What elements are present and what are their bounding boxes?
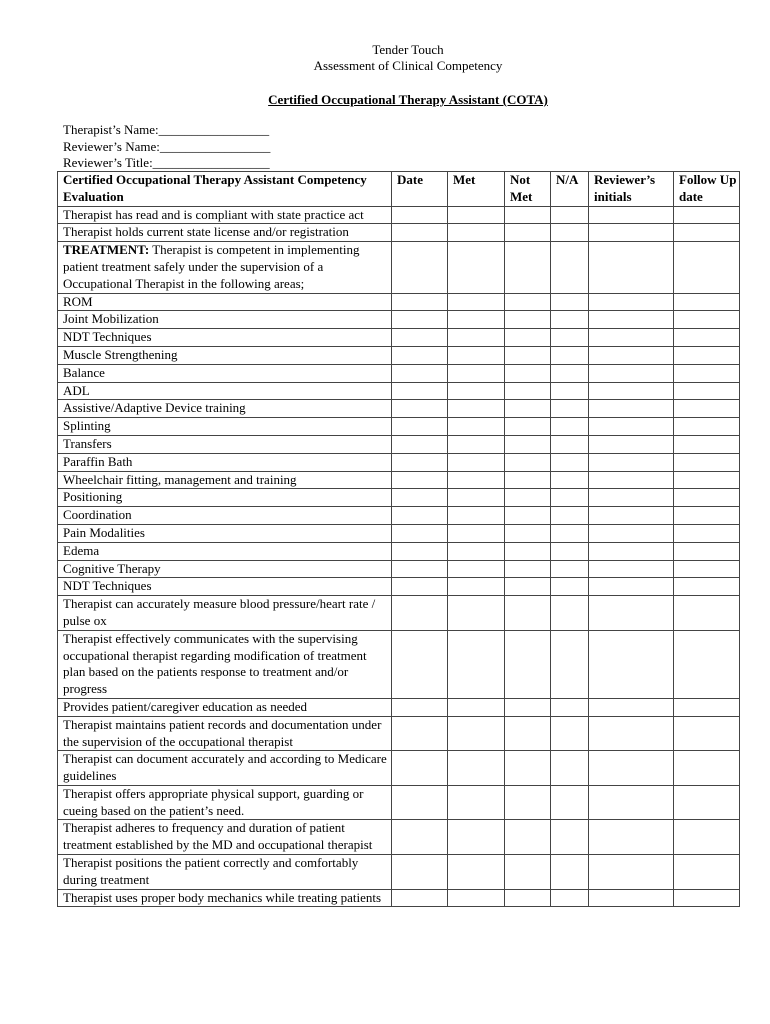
competency-text: Transfers [63, 435, 112, 451]
competency-text: Therapist can document accurately and according to Medicare guidelines [63, 751, 387, 784]
not-met-cell[interactable] [505, 311, 551, 329]
competency-text: Therapist offers appropriate physical support, guarding or cueing based on the patient’s need. [63, 785, 364, 818]
table-row [58, 346, 740, 364]
follow-up-date-cell[interactable] [674, 507, 740, 525]
column-header-reviewer-initials: Reviewer’s initials [589, 172, 674, 207]
date-cell[interactable] [392, 293, 448, 311]
date-cell[interactable] [392, 471, 448, 489]
competency-label [58, 364, 392, 382]
met-cell[interactable] [448, 820, 505, 855]
date-cell[interactable] [392, 889, 448, 907]
follow-up-date-cell[interactable] [674, 630, 740, 698]
competency-text: Balance [63, 364, 105, 380]
met-cell[interactable] [448, 435, 505, 453]
date-cell[interactable] [392, 329, 448, 347]
column-header-met: Met [448, 172, 505, 207]
date-cell[interactable] [392, 596, 448, 631]
na-cell[interactable] [551, 751, 589, 786]
follow-up-date-cell[interactable] [674, 453, 740, 471]
reviewer-title-field[interactable]: Reviewer’s Title:__________________ [63, 155, 270, 170]
reviewer-initials-cell[interactable] [589, 698, 674, 716]
date-cell[interactable] [392, 206, 448, 224]
reviewer-initials-cell[interactable] [589, 311, 674, 329]
competency-text: Therapist has read and is compliant with state practice act [63, 206, 364, 222]
met-cell[interactable] [448, 418, 505, 436]
not-met-cell[interactable] [505, 855, 551, 890]
met-cell[interactable] [448, 453, 505, 471]
date-cell[interactable] [392, 578, 448, 596]
na-cell[interactable] [551, 630, 589, 698]
competency-text: Joint Mobilization [63, 311, 159, 327]
reviewer-initials-cell[interactable] [589, 578, 674, 596]
not-met-cell[interactable] [505, 785, 551, 820]
not-met-cell[interactable] [505, 453, 551, 471]
na-cell[interactable] [551, 471, 589, 489]
competency-text: Muscle Strengthening [63, 346, 178, 362]
not-met-cell[interactable] [505, 716, 551, 751]
competency-label [58, 311, 392, 329]
na-cell[interactable] [551, 489, 589, 507]
met-cell[interactable] [448, 224, 505, 242]
competency-text: Splinting [63, 418, 111, 434]
competency-text: Assistive/Adaptive Device training [63, 400, 246, 416]
table-row [58, 507, 740, 525]
reviewer-initials-cell[interactable] [589, 329, 674, 347]
competency-text: Provides patient/caregiver education as needed [63, 698, 308, 714]
not-met-cell[interactable] [505, 820, 551, 855]
not-met-cell[interactable] [505, 364, 551, 382]
follow-up-date-cell[interactable] [674, 596, 740, 631]
competency-text: Positioning [63, 489, 123, 505]
competency-text: Therapist positions the patient correctly and comfortably during treatment [63, 855, 359, 887]
follow-up-date-cell[interactable] [674, 206, 740, 224]
competency-label [58, 524, 392, 542]
follow-up-date-cell[interactable] [674, 524, 740, 542]
table-row [58, 293, 740, 311]
table-row [58, 785, 740, 820]
follow-up-date-cell[interactable] [674, 418, 740, 436]
date-cell[interactable] [392, 716, 448, 751]
table-row [58, 311, 740, 329]
competency-text: ROM [63, 293, 93, 309]
na-cell[interactable] [551, 382, 589, 400]
reviewer-initials-cell[interactable] [589, 630, 674, 698]
competency-text: Therapist uses proper body mechanics while treating patients [63, 889, 382, 905]
competency-label [58, 489, 392, 507]
column-header-competency: Certified Occupational Therapy Assistant Competency Evaluation [58, 172, 392, 207]
met-cell[interactable] [448, 346, 505, 364]
competency-label [58, 329, 392, 347]
follow-up-date-cell[interactable] [674, 329, 740, 347]
na-cell[interactable] [551, 507, 589, 525]
form-title: Assessment of Clinical Competency [313, 58, 503, 73]
na-cell[interactable] [551, 542, 589, 560]
na-cell[interactable] [551, 311, 589, 329]
competency-text: Therapist can accurately measure blood pressure/heart rate / pulse ox [63, 596, 376, 628]
competency-text: Cognitive Therapy [63, 560, 161, 576]
not-met-cell[interactable] [505, 596, 551, 631]
competency-text: Paraffin Bath [63, 453, 133, 469]
reviewer-initials-cell[interactable] [589, 524, 674, 542]
na-cell[interactable] [551, 329, 589, 347]
competency-text: Coordination [63, 507, 132, 523]
competency-label [58, 507, 392, 525]
not-met-cell[interactable] [505, 382, 551, 400]
not-met-cell[interactable] [505, 435, 551, 453]
date-cell[interactable] [392, 698, 448, 716]
competency-text: NDT Techniques [63, 329, 152, 345]
date-cell[interactable] [392, 751, 448, 786]
date-cell[interactable] [392, 630, 448, 698]
met-cell[interactable] [448, 329, 505, 347]
table-row [58, 471, 740, 489]
competency-label [58, 542, 392, 560]
met-cell[interactable] [448, 716, 505, 751]
competency-text: Edema [63, 542, 100, 558]
met-cell[interactable] [448, 630, 505, 698]
table-row [58, 364, 740, 382]
table-row [58, 382, 740, 400]
competency-label [58, 382, 392, 400]
follow-up-date-cell[interactable] [674, 785, 740, 820]
reviewer-initials-cell[interactable] [589, 382, 674, 400]
na-cell[interactable] [551, 596, 589, 631]
follow-up-date-cell[interactable] [674, 400, 740, 418]
date-cell[interactable] [392, 820, 448, 855]
follow-up-date-cell[interactable] [674, 382, 740, 400]
column-header-not-met: Not Met [505, 172, 551, 207]
table-row [58, 242, 740, 293]
competency-label [58, 820, 392, 855]
met-cell[interactable] [448, 889, 505, 907]
reviewer-initials-cell[interactable] [589, 489, 674, 507]
date-cell[interactable] [392, 382, 448, 400]
competency-label [58, 698, 392, 716]
date-cell[interactable] [392, 435, 448, 453]
competency-table [57, 171, 740, 907]
na-cell[interactable] [551, 698, 589, 716]
competency-text: Therapist is competent in implementing patient treatment safely under the supervision of a Occupational Therapist in the following areas; [63, 242, 360, 291]
not-met-cell[interactable] [505, 400, 551, 418]
follow-up-date-cell[interactable] [674, 346, 740, 364]
not-met-cell[interactable] [505, 524, 551, 542]
na-cell[interactable] [551, 364, 589, 382]
competency-label [58, 206, 392, 224]
table-row [58, 418, 740, 436]
competency-label [58, 716, 392, 751]
not-met-cell[interactable] [505, 242, 551, 293]
reviewer-initials-cell[interactable] [589, 820, 674, 855]
na-cell[interactable] [551, 453, 589, 471]
na-cell[interactable] [551, 855, 589, 890]
section-label: TREATMENT: [63, 242, 150, 258]
follow-up-date-cell[interactable] [674, 471, 740, 489]
date-cell[interactable] [392, 400, 448, 418]
competency-label [58, 855, 392, 890]
reviewer-initials-cell[interactable] [589, 346, 674, 364]
met-cell[interactable] [448, 507, 505, 525]
competency-label [58, 578, 392, 596]
reviewer-initials-cell[interactable] [589, 206, 674, 224]
met-cell[interactable] [448, 560, 505, 578]
reviewer-initials-cell[interactable] [589, 400, 674, 418]
date-cell[interactable] [392, 489, 448, 507]
reviewer-initials-cell[interactable] [589, 471, 674, 489]
competency-label [58, 435, 392, 453]
column-header-date: Date [392, 172, 448, 207]
follow-up-date-cell[interactable] [674, 560, 740, 578]
competency-label [58, 418, 392, 436]
competency-label [58, 346, 392, 364]
table-row [58, 578, 740, 596]
met-cell[interactable] [448, 242, 505, 293]
not-met-cell[interactable] [505, 346, 551, 364]
na-cell[interactable] [551, 716, 589, 751]
competency-label [58, 471, 392, 489]
na-cell[interactable] [551, 224, 589, 242]
competency-text: Wheelchair fitting, management and training [63, 471, 297, 487]
met-cell[interactable] [448, 524, 505, 542]
reviewer-name-field[interactable]: Reviewer’s Name:_________________ [63, 139, 271, 154]
follow-up-date-cell[interactable] [674, 578, 740, 596]
na-cell[interactable] [551, 242, 589, 293]
not-met-cell[interactable] [505, 206, 551, 224]
met-cell[interactable] [448, 293, 505, 311]
date-cell[interactable] [392, 242, 448, 293]
not-met-cell[interactable] [505, 507, 551, 525]
table-row [58, 855, 740, 890]
reviewer-initials-cell[interactable] [589, 507, 674, 525]
follow-up-date-cell[interactable] [674, 820, 740, 855]
reviewer-initials-cell[interactable] [589, 242, 674, 293]
reviewer-initials-cell[interactable] [589, 364, 674, 382]
table-row [58, 224, 740, 242]
reviewer-initials-cell[interactable] [589, 596, 674, 631]
table-row [58, 820, 740, 855]
competency-text: NDT Techniques [63, 578, 152, 594]
follow-up-date-cell[interactable] [674, 855, 740, 890]
not-met-cell[interactable] [505, 489, 551, 507]
met-cell[interactable] [448, 542, 505, 560]
date-cell[interactable] [392, 524, 448, 542]
date-cell[interactable] [392, 224, 448, 242]
na-cell[interactable] [551, 785, 589, 820]
date-cell[interactable] [392, 855, 448, 890]
reviewer-initials-cell[interactable] [589, 293, 674, 311]
na-cell[interactable] [551, 889, 589, 907]
table-header-row [58, 172, 740, 207]
met-cell[interactable] [448, 489, 505, 507]
met-cell[interactable] [448, 471, 505, 489]
competency-label [58, 242, 392, 293]
table-row [58, 698, 740, 716]
not-met-cell[interactable] [505, 329, 551, 347]
competency-label [58, 596, 392, 631]
table-row [58, 630, 740, 698]
competency-label [58, 630, 392, 698]
table-row [58, 453, 740, 471]
reviewer-initials-cell[interactable] [589, 785, 674, 820]
organization-name: Tender Touch [372, 42, 444, 57]
follow-up-date-cell[interactable] [674, 542, 740, 560]
date-cell[interactable] [392, 311, 448, 329]
met-cell[interactable] [448, 400, 505, 418]
competency-text: Therapist maintains patient records and documentation under the supervision of the occupational therapist [63, 716, 382, 749]
reviewer-initials-cell[interactable] [589, 751, 674, 786]
na-cell[interactable] [551, 560, 589, 578]
met-cell[interactable] [448, 364, 505, 382]
date-cell[interactable] [392, 560, 448, 578]
table-row [58, 542, 740, 560]
competency-label [58, 453, 392, 471]
met-cell[interactable] [448, 382, 505, 400]
met-cell[interactable] [448, 596, 505, 631]
not-met-cell[interactable] [505, 560, 551, 578]
met-cell[interactable] [448, 311, 505, 329]
na-cell[interactable] [551, 435, 589, 453]
follow-up-date-cell[interactable] [674, 698, 740, 716]
column-header-follow-up-date: Follow Up date [674, 172, 740, 207]
competency-text: Pain Modalities [63, 524, 145, 540]
competency-text: ADL [63, 382, 90, 398]
reviewer-initials-cell[interactable] [589, 224, 674, 242]
na-cell[interactable] [551, 293, 589, 311]
not-met-cell[interactable] [505, 751, 551, 786]
table-row [58, 435, 740, 453]
reviewer-initials-cell[interactable] [589, 418, 674, 436]
met-cell[interactable] [448, 698, 505, 716]
date-cell[interactable] [392, 507, 448, 525]
competency-label [58, 751, 392, 786]
follow-up-date-cell[interactable] [674, 435, 740, 453]
reviewer-initials-cell[interactable] [589, 560, 674, 578]
table-row [58, 400, 740, 418]
competency-label [58, 560, 392, 578]
competency-text: Therapist holds current state license and/or registration [63, 224, 349, 240]
date-cell[interactable] [392, 346, 448, 364]
follow-up-date-cell[interactable] [674, 489, 740, 507]
table-row [58, 716, 740, 751]
table-row [58, 751, 740, 786]
na-cell[interactable] [551, 820, 589, 855]
reviewer-initials-cell[interactable] [589, 453, 674, 471]
not-met-cell[interactable] [505, 630, 551, 698]
form-subtitle: Certified Occupational Therapy Assistant (COTA) [268, 92, 548, 107]
not-met-cell[interactable] [505, 418, 551, 436]
not-met-cell[interactable] [505, 698, 551, 716]
follow-up-date-cell[interactable] [674, 716, 740, 751]
competency-text: Therapist adheres to frequency and duration of patient treatment established by the MD and occupational therapist [63, 820, 373, 853]
competency-text: Therapist effectively communicates with the supervising occupational therapist regarding modification of treatment plan based on the patients response to treatment and/or progress [63, 630, 367, 697]
reviewer-initials-cell[interactable] [589, 435, 674, 453]
met-cell[interactable] [448, 855, 505, 890]
table-row [58, 596, 740, 631]
follow-up-date-cell[interactable] [674, 889, 740, 907]
not-met-cell[interactable] [505, 542, 551, 560]
competency-label [58, 785, 392, 820]
reviewer-initials-cell[interactable] [589, 716, 674, 751]
met-cell[interactable] [448, 751, 505, 786]
date-cell[interactable] [392, 364, 448, 382]
reviewer-initials-cell[interactable] [589, 542, 674, 560]
date-cell[interactable] [392, 418, 448, 436]
reviewer-initials-cell[interactable] [589, 855, 674, 890]
table-row [58, 489, 740, 507]
table-row [58, 524, 740, 542]
follow-up-date-cell[interactable] [674, 242, 740, 293]
competency-label [58, 293, 392, 311]
not-met-cell[interactable] [505, 293, 551, 311]
follow-up-date-cell[interactable] [674, 751, 740, 786]
date-cell[interactable] [392, 542, 448, 560]
table-row [58, 329, 740, 347]
follow-up-date-cell[interactable] [674, 311, 740, 329]
column-header-na: N/A [551, 172, 589, 207]
table-row [58, 206, 740, 224]
reviewer-initials-cell[interactable] [589, 889, 674, 907]
na-cell[interactable] [551, 418, 589, 436]
not-met-cell[interactable] [505, 224, 551, 242]
na-cell[interactable] [551, 524, 589, 542]
table-row [58, 560, 740, 578]
date-cell[interactable] [392, 785, 448, 820]
na-cell[interactable] [551, 206, 589, 224]
met-cell[interactable] [448, 785, 505, 820]
date-cell[interactable] [392, 453, 448, 471]
therapist-name-field[interactable]: Therapist’s Name:_________________ [63, 122, 270, 137]
na-cell[interactable] [551, 578, 589, 596]
met-cell[interactable] [448, 578, 505, 596]
competency-label [58, 224, 392, 242]
follow-up-date-cell[interactable] [674, 293, 740, 311]
competency-label [58, 889, 392, 907]
follow-up-date-cell[interactable] [674, 364, 740, 382]
not-met-cell[interactable] [505, 471, 551, 489]
na-cell[interactable] [551, 346, 589, 364]
met-cell[interactable] [448, 206, 505, 224]
follow-up-date-cell[interactable] [674, 224, 740, 242]
table-row [58, 889, 740, 907]
competency-label [58, 400, 392, 418]
not-met-cell[interactable] [505, 578, 551, 596]
na-cell[interactable] [551, 400, 589, 418]
not-met-cell[interactable] [505, 889, 551, 907]
